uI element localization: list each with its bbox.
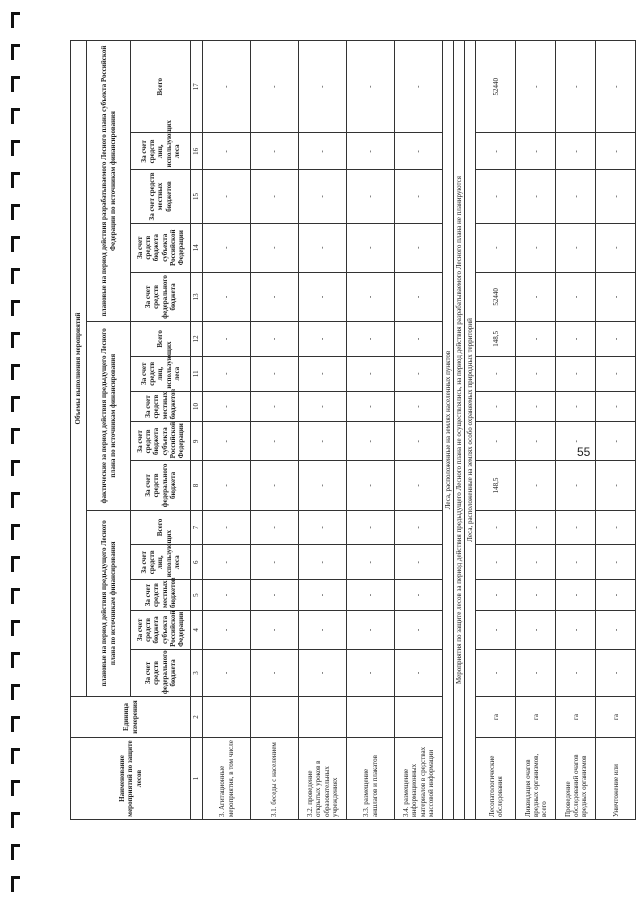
column-number: 12 [191, 321, 203, 356]
row-name: 3.3. размещение аншлагов и плакатов [347, 738, 395, 820]
binder-hole-icon [11, 172, 21, 188]
table-cell: - [251, 649, 299, 696]
table-cell: - [203, 580, 251, 611]
table-cell: - [556, 41, 596, 133]
table-row [556, 41, 596, 820]
table-cell: - [516, 321, 556, 356]
table-cell: - [476, 580, 516, 611]
table-cell: - [516, 272, 556, 321]
binder-hole-icon [11, 812, 21, 828]
header-actual-prev: фактические за период действия предыдущего Лесного плана по источникам финансирования [87, 321, 131, 510]
table-cell: - [299, 170, 347, 223]
table-cell: 52440 [476, 41, 516, 133]
table-cell: - [516, 461, 556, 510]
table-cell: - [516, 545, 556, 580]
binder-hole-icon [11, 780, 21, 796]
table-cell: - [347, 580, 395, 611]
column-number: 6 [191, 545, 203, 580]
binder-hole-icon [11, 204, 21, 220]
binder-holes [0, 0, 40, 905]
binder-hole-icon [11, 876, 21, 892]
table-cell: - [596, 133, 636, 170]
row-unit [395, 697, 443, 738]
column-number: 7 [191, 510, 203, 545]
row-name: Уничтожение или [596, 738, 636, 820]
table-cell: - [203, 272, 251, 321]
binder-hole-icon [11, 748, 21, 764]
table-cell: - [251, 391, 299, 422]
column-number: 4 [191, 610, 203, 649]
row-unit [299, 697, 347, 738]
row-name: 3.2. проведение открытых уроков в образовательных учреждениях [299, 738, 347, 820]
binder-hole-icon [11, 652, 21, 668]
table-cell: - [516, 580, 556, 611]
section-not-planned: Мероприятия по защите лесов за период действия предыдущего Лесного плана не осуществлялись, на период действия разрабатываемого Лесного плана не планируются [454, 41, 465, 820]
table-cell: - [556, 391, 596, 422]
binder-hole-icon [11, 108, 21, 124]
header-src-local: За счет средств местных бюджетов [131, 170, 191, 223]
table-cell: - [596, 580, 636, 611]
table-row [299, 41, 347, 820]
page-number: 55 [577, 445, 591, 459]
table-cell: - [395, 133, 443, 170]
binder-hole-icon [11, 364, 21, 380]
table-cell: - [476, 649, 516, 696]
table-cell: - [251, 170, 299, 223]
table-cell: - [395, 223, 443, 272]
table-cell: - [556, 133, 596, 170]
column-number: 16 [191, 133, 203, 170]
table-cell: - [596, 356, 636, 391]
row-name: 3.4. размещение информационных материалов в средствах массовой информации [395, 738, 443, 820]
header-src-persons: За счет средств лиц, использующих леса [131, 545, 191, 580]
table-cell: - [395, 422, 443, 461]
row-unit [203, 697, 251, 738]
section-row [443, 41, 454, 820]
table-cell: - [203, 356, 251, 391]
table-cell: - [516, 170, 556, 223]
table-cell: - [596, 170, 636, 223]
table-cell: - [299, 391, 347, 422]
table-cell: - [347, 272, 395, 321]
column-number: 9 [191, 422, 203, 461]
table-cell: - [476, 133, 516, 170]
table-cell: - [516, 41, 556, 133]
table-cell: - [299, 545, 347, 580]
table-cell: - [596, 223, 636, 272]
binder-hole-icon [11, 140, 21, 156]
table-cell: - [299, 610, 347, 649]
table-cell: - [476, 510, 516, 545]
table-cell: - [203, 649, 251, 696]
table-cell: - [556, 510, 596, 545]
row-unit [251, 697, 299, 738]
table-cell: - [556, 461, 596, 510]
header-src-federal: За счет средств федерального бюджета [131, 461, 191, 510]
table-cell: - [203, 170, 251, 223]
table-cell: - [299, 461, 347, 510]
table-cell: - [516, 510, 556, 545]
table-cell: - [395, 272, 443, 321]
header-unit: Единица измерения [71, 697, 191, 738]
table-cell: - [596, 461, 636, 510]
table-cell: - [251, 461, 299, 510]
binder-hole-icon [11, 556, 21, 572]
table-cell: - [596, 272, 636, 321]
table-cell: - [299, 580, 347, 611]
table-cell: - [347, 461, 395, 510]
binder-hole-icon [11, 268, 21, 284]
binder-hole-icon [11, 524, 21, 540]
table-cell: - [556, 580, 596, 611]
column-number: 14 [191, 223, 203, 272]
table-cell: - [516, 133, 556, 170]
table-cell: - [395, 321, 443, 356]
header-src-subject: За счет средств бюджета субъекта Российской Федерации [131, 610, 191, 649]
section-row [454, 41, 465, 820]
table-cell: - [203, 391, 251, 422]
binder-hole-icon [11, 332, 21, 348]
table-cell: - [516, 422, 556, 461]
header-src-federal: За счет средств федерального бюджета [131, 649, 191, 696]
table-cell: - [516, 610, 556, 649]
table-cell: 52440 [476, 272, 516, 321]
table-cell: - [251, 545, 299, 580]
binder-hole-icon [11, 620, 21, 636]
table-cell: - [251, 223, 299, 272]
binder-hole-icon [11, 428, 21, 444]
table-cell: - [251, 580, 299, 611]
table-cell: - [347, 170, 395, 223]
row-name: Проведение обследований очагов вредных организмов [556, 738, 596, 820]
table-cell: - [556, 545, 596, 580]
table-cell: - [556, 223, 596, 272]
table-cell: - [395, 510, 443, 545]
table-cell: - [347, 422, 395, 461]
table-cell: - [395, 356, 443, 391]
table-cell: - [596, 610, 636, 649]
header-name: Наименование мероприятий по защите лесов [71, 738, 191, 820]
row-unit: га [476, 697, 516, 738]
table-cell: - [476, 391, 516, 422]
table-row [203, 41, 251, 820]
table-cell: - [476, 422, 516, 461]
table-cell: - [516, 356, 556, 391]
table-cell: - [556, 649, 596, 696]
table-cell: - [395, 649, 443, 696]
row-unit [347, 697, 395, 738]
column-number: 13 [191, 272, 203, 321]
table-cell: - [251, 321, 299, 356]
table-cell: - [203, 133, 251, 170]
table-cell: - [299, 356, 347, 391]
table-cell: - [556, 170, 596, 223]
header-src-subject: За счет средств бюджета субъекта Российской Федерации [131, 223, 191, 272]
row-name: Лесопатологические обследования [476, 738, 516, 820]
table-cell: - [556, 356, 596, 391]
row-unit: га [556, 697, 596, 738]
binder-hole-icon [11, 12, 21, 28]
column-number: 2 [191, 697, 203, 738]
column-number: 11 [191, 356, 203, 391]
table-cell: - [395, 170, 443, 223]
table-cell: - [203, 41, 251, 133]
table-cell: - [251, 510, 299, 545]
binder-hole-icon [11, 460, 21, 476]
binder-hole-icon [11, 844, 21, 860]
table-cell: - [596, 41, 636, 133]
table-row [596, 41, 636, 820]
table-cell: - [556, 610, 596, 649]
table-cell: - [299, 223, 347, 272]
table-cell: - [251, 356, 299, 391]
column-number: 3 [191, 649, 203, 696]
header-planned-new: плановые на период действия разрабатываемого Лесного плана субъекта Российской Федерации по источникам финансирования [87, 41, 131, 322]
section-protected: Леса, расположенные на землях особо охраняемых природных территорий [465, 41, 476, 820]
table-cell: - [347, 391, 395, 422]
binder-hole-icon [11, 396, 21, 412]
table-cell: - [347, 610, 395, 649]
table-cell: - [596, 649, 636, 696]
column-number: 1 [191, 738, 203, 820]
header-volumes: Объемы выполнения мероприятий [71, 41, 87, 697]
header-planned-prev: плановые на период действия предыдущего Лесного плана по источникам финансирования [87, 510, 131, 697]
row-unit: га [516, 697, 556, 738]
row-unit: га [596, 697, 636, 738]
table-cell: - [516, 223, 556, 272]
column-number: 15 [191, 170, 203, 223]
table-cell: - [203, 223, 251, 272]
table-cell: - [516, 391, 556, 422]
header-src-total: Всего [131, 321, 191, 356]
table-cell: - [299, 510, 347, 545]
binder-hole-icon [11, 492, 21, 508]
header-src-persons: За счет средств лиц, использующих леса [131, 356, 191, 391]
table-cell: - [299, 272, 347, 321]
column-number: 8 [191, 461, 203, 510]
table-cell: - [299, 133, 347, 170]
table-cell: - [299, 321, 347, 356]
header-src-persons: За счет средств лиц, использующих леса [131, 133, 191, 170]
table-cell: - [299, 41, 347, 133]
binder-hole-icon [11, 684, 21, 700]
table-cell: - [395, 461, 443, 510]
table-cell: 148,5 [476, 321, 516, 356]
table-cell: - [251, 272, 299, 321]
table-cell: - [395, 41, 443, 133]
column-number: 17 [191, 41, 203, 133]
table-cell: - [203, 422, 251, 461]
binder-hole-icon [11, 300, 21, 316]
table-cell: - [347, 545, 395, 580]
table-cell: - [347, 133, 395, 170]
table-cell: - [347, 41, 395, 133]
binder-hole-icon [11, 236, 21, 252]
table-cell: - [556, 321, 596, 356]
table-cell: - [347, 223, 395, 272]
table-cell: - [203, 610, 251, 649]
table-cell: - [476, 356, 516, 391]
binder-hole-icon [11, 76, 21, 92]
table-cell: - [251, 41, 299, 133]
row-name: Ликвидация очагов вредных организмов, всего [516, 738, 556, 820]
header-src-federal: За счет средств федерального бюджета [131, 272, 191, 321]
header-src-total: Всего [131, 510, 191, 545]
table-cell: - [395, 610, 443, 649]
table-cell: - [251, 422, 299, 461]
table-cell: - [203, 461, 251, 510]
header-src-subject: За счет средств бюджета субъекта Российской Федерации [131, 422, 191, 461]
table-cell: 148,5 [476, 461, 516, 510]
table-row [347, 41, 395, 820]
table-row [516, 41, 556, 820]
table-cell: - [556, 422, 596, 461]
table-cell: - [347, 356, 395, 391]
table-cell: - [596, 391, 636, 422]
table-cell: - [203, 321, 251, 356]
table-cell: - [203, 545, 251, 580]
section-settlements: Леса, расположенные на землях населенных пунктов [443, 41, 454, 820]
table-cell: - [251, 610, 299, 649]
table-cell: - [476, 223, 516, 272]
table-cell: - [299, 422, 347, 461]
binder-hole-icon [11, 716, 21, 732]
column-number: 10 [191, 391, 203, 422]
table-cell: - [596, 321, 636, 356]
table-row [251, 41, 299, 820]
table-cell: - [516, 649, 556, 696]
row-name: 3. Агитационные мероприятия, в том числе [203, 738, 251, 820]
binder-hole-icon [11, 588, 21, 604]
column-number: 5 [191, 580, 203, 611]
table-cell: - [596, 422, 636, 461]
table-cell: - [347, 321, 395, 356]
row-name: 3.1. беседы с населением [251, 738, 299, 820]
table-cell: - [476, 610, 516, 649]
table-cell: - [556, 272, 596, 321]
document-page [70, 40, 620, 820]
header-src-local: За счет средств местных бюджетов [131, 391, 191, 422]
header-src-total: Всего [131, 41, 191, 133]
table-cell: - [395, 391, 443, 422]
table-cell: - [596, 510, 636, 545]
table-cell: - [395, 545, 443, 580]
table-cell: - [347, 649, 395, 696]
table-cell: - [299, 649, 347, 696]
table-cell: - [596, 545, 636, 580]
forest-protection-table [70, 40, 636, 820]
table-row [395, 41, 443, 820]
table-cell: - [203, 510, 251, 545]
table-cell: - [347, 510, 395, 545]
table-row [476, 41, 516, 820]
table-cell: - [395, 580, 443, 611]
section-row [465, 41, 476, 820]
table-cell: - [251, 133, 299, 170]
header-src-local: За счет средств местных бюджетов [131, 580, 191, 611]
table-cell: - [476, 170, 516, 223]
table-cell: - [476, 545, 516, 580]
binder-hole-icon [11, 44, 21, 60]
